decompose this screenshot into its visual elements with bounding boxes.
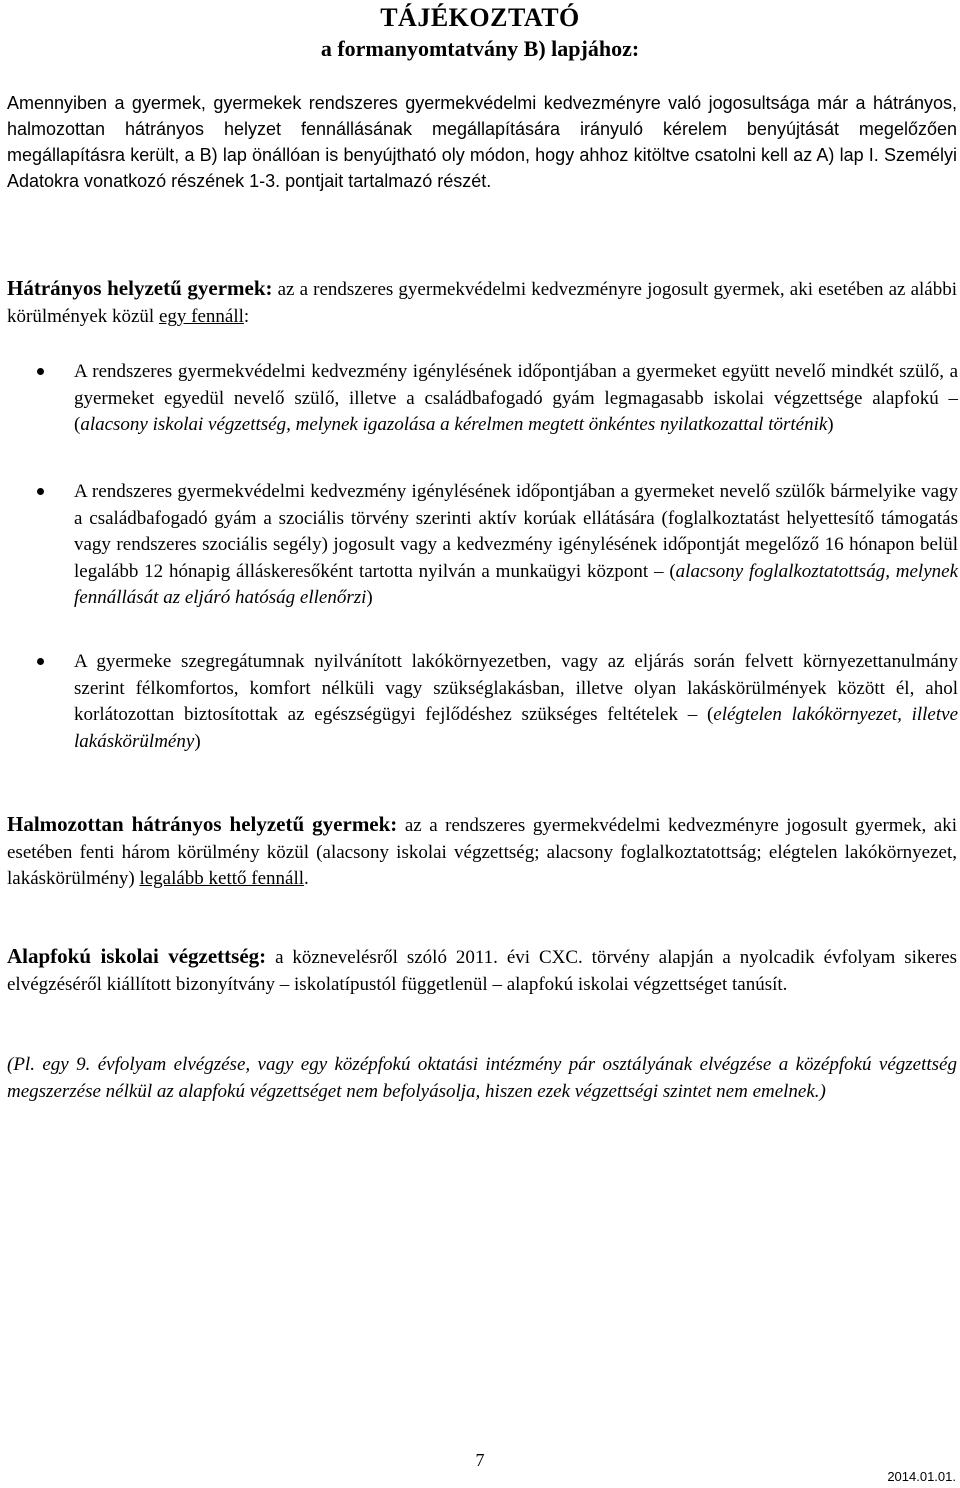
intro-paragraph: Amennyiben a gyermek, gyermekek rendszeres gyermekvédelmi kedvezményre való jogosultsága már a hátrányos, halmozottan hátrányos helyzet fennállásának megállapítására irányuló kérelem benyújtását megelőzően megállapításra került, a B) lap önállóan is benyújtható oly módon, hogy ahhoz kitöltve csatolni kell az A) lap I. Személyi Adatokra vonatkozó részének 1-3. pontjait tartalmazó részét. <box>7 93 957 191</box>
bullet-paren-close: ) <box>366 587 373 608</box>
bullet-paren-open: ( <box>74 414 81 435</box>
bullet-italic: elégtelen lakókörnyezet, illetve lakáskörülmény <box>74 704 959 752</box>
hatranyos-after: : <box>243 305 250 327</box>
halmozott-after: . <box>304 868 309 889</box>
bullet-paren-open: ( <box>669 560 676 582</box>
bullet-italic: alacsony iskolai végzettség, melynek igazolása a kérelmen megtett önkéntes nyilatkozattal történik <box>80 414 828 435</box>
bullet-icon <box>37 658 44 665</box>
title-block <box>0 2 960 64</box>
bullet-icon <box>37 368 44 375</box>
halmozott-underlined: legalább kettő fennáll <box>139 868 305 889</box>
bullet-paren-close: ) <box>194 730 201 752</box>
hatranyos-underlined: egy fennáll <box>158 305 244 327</box>
page-title: TÁJÉKOZTATÓ <box>380 3 580 32</box>
bullet-icon <box>37 488 44 495</box>
page-number: 7 <box>475 1450 485 1470</box>
bullet-paren-open: ( <box>706 704 714 725</box>
bullet-text: A rendszeres gyermekvédelmi kedvezmény igénylésének időpontjában a gyermeket nevelő szülők bármelyike vagy a családbafogadó gyám a szociális törvény szerinti aktív korúak ellátására (foglalkoztatást helyettesítő támogatás vagy rendszeres szociális segély) jogosult vagy a kedvezmény igénylésének időpontját megelőző 16 hónapon belül legalább 12 hónapig álláskeresőként tartotta nyilván a munkaügyi központ – <box>74 481 958 582</box>
alapfoku-definition <box>7 943 957 998</box>
list-item <box>74 359 958 439</box>
footer-date: 2014.01.01. <box>887 1469 956 1484</box>
hatranyos-definition <box>7 275 957 330</box>
page-subtitle: a formanyomtatvány B) lapjához: <box>320 36 640 61</box>
list-item <box>74 649 958 755</box>
bullet-italic: alacsony foglalkoztatottság, melynek fennállását az eljáró hatóság ellenőrzi <box>74 560 959 608</box>
hatranyos-term: Hátrányos helyzetű gyermek: <box>7 276 273 300</box>
alapfoku-term: Alapfokú iskolai végzettség: <box>7 944 267 968</box>
bullet-text: A rendszeres gyermekvédelmi kedvezmény igénylésének időpontjában a gyermeket együtt nevelő mindkét szülő, a gyermeket egyedül nevelő szülő, illetve a családbafogadó gyám legmagasabb iskolai végzettsége alapfokú – <box>74 361 958 409</box>
halmozott-definition <box>7 811 957 893</box>
hatranyos-text: az a rendszeres gyermekvédelmi kedvezményre jogosult gyermek, aki esetében az alábbi körülmények közül <box>7 279 958 327</box>
halmozott-term: Halmozottan hátrányos helyzetű gyermek: <box>7 812 398 836</box>
halmozott-text: az a rendszeres gyermekvédelmi kedvezményre jogosult gyermek, aki esetében fenti három körülmény közül (alacsony iskolai végzettség; alacsony foglalkoztatottság; elégtelen lakókörnyezet, lakáskörülmény) <box>7 815 957 889</box>
list-item <box>74 479 958 612</box>
bullet-paren-close: ) <box>827 414 834 435</box>
note-paragraph: (Pl. egy 9. évfolyam elvégzése, vagy egy középfokú oktatási intézmény pár osztályának elvégzése a középfokú végzettség megszerzése nélkül az alapfokú végzettséget nem befolyásolja, hiszen ezek végzettségi szintet nem emelnek.) <box>7 1054 957 1102</box>
alapfoku-text: a köznevelésről szóló 2011. évi CXC. törvény alapján a nyolcadik évfolyam sikeres elvégzéséről kiállított bizonyítvány – iskolatípustól függetlenül – alapfokú iskolai végzettséget tanúsít. <box>7 947 958 995</box>
bullet-text: A gyermeke szegregátumnak nyilvánított lakókörnyezetben, vagy az eljárás során felvett környezettanulmány szerint félkomfortos, komfort nélküli vagy szükséglakásban, illetve olyan lakáskörülmények között él, ahol korlátozottan biztosítottak az egészségügyi fejlődéshez szükséges feltételek – <box>74 651 958 725</box>
